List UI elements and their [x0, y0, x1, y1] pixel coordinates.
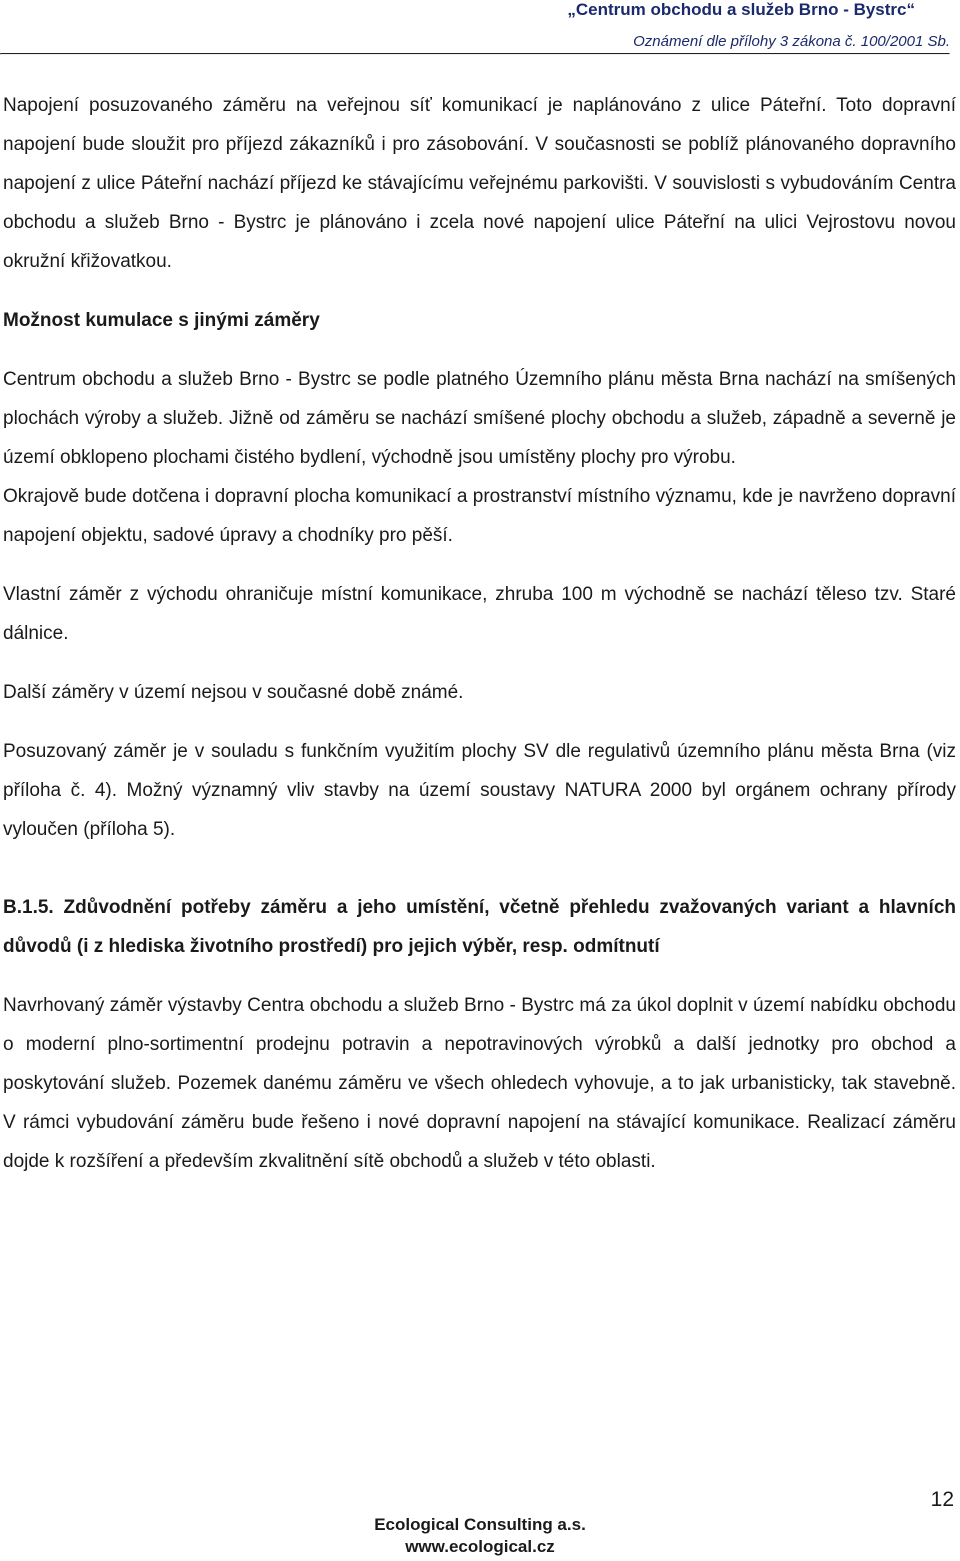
paragraph-traffic-connection: Napojení posuzovaného záměru na veřejnou síť komunikací je naplánováno z ulice Páteřní. Toto dopravní napojení bude sloužit pro příjezd zákazníků i pro zásobování. V současnosti se poblíž plánovaného dopravního napojení z ulice Páteřní nachází příjezd ke stávajícímu veřejnému parkovišti. V souvislosti s vybudováním Centra obchodu a služeb Brno - Bystrc je plánováno i zcela nové napojení ulice Páteřní na ulici Vejrostovu novou okružní křižovatkou. [3, 95, 956, 272]
header-divider [0, 53, 950, 55]
document-subtitle: Oznámení dle přílohy 3 zákona č. 100/2001 Sb. [633, 33, 950, 50]
spacer [3, 555, 956, 575]
spacer [3, 281, 956, 301]
spacer [3, 340, 956, 360]
paragraph-other-projects: Další záměry v území nejsou v současné době známé. [3, 682, 464, 703]
paragraph-justification: Navrhovaný záměr výstavby Centra obchodu a služeb Brno - Bystrc má za úkol doplnit v území nabídku obchodu o moderní plno-sortimentní prodejnu potravin a nepotravinových výrobků a další jednotky pro obchod a poskytování služeb. Pozemek danému záměru ve všech ohledech vyhovuje, a to jak urbanisticky, tak stavebně. V rámci vybudování záměru bude řešeno i nové dopravní napojení na stávající komunikace. Realizací záměru dojde k rozšíření a především zkvalitnění sítě obchodů a služeb v této oblasti. [3, 995, 956, 1172]
heading-section-b15: B.1.5. Zdůvodnění potřeby záměru a jeho umístění, včetně přehledu zvažovaných variant a hlavních důvodů (i z hlediska životního prostředí) pro jejich výběr, resp. odmítnutí [3, 897, 956, 957]
footer-company: Ecological Consulting a.s. [374, 1515, 586, 1534]
document-title: „Centrum obchodu a služeb Brno - Bystrc“ [567, 0, 915, 19]
spacer [3, 653, 956, 673]
document-body [3, 86, 956, 1181]
paragraph-compliance: Posuzovaný záměr je v souladu s funkčním využitím plochy SV dle regulativů územního plánu města Brna (viz příloha č. 4). Možný významný vliv stavby na území soustavy NATURA 2000 byl orgánem ochrany přírody vyloučen (příloha 5). [3, 741, 956, 840]
spacer [3, 712, 956, 732]
paragraph-boundary: Vlastní záměr z východu ohraničuje místní komunikace, zhruba 100 m východně se nachází těleso tzv. Staré dálnice. [3, 584, 956, 644]
page-footer [0, 1514, 960, 1558]
heading-cumulation: Možnost kumulace s jinými záměry [3, 310, 320, 331]
paragraph-traffic-area: Okrajově bude dotčena i dopravní plocha komunikací a prostranství místního významu, kde je navrženo dopravní napojení objektu, sadové úpravy a chodníky pro pěší. [3, 486, 956, 546]
spacer [3, 966, 956, 986]
paragraph-zoning: Centrum obchodu a služeb Brno - Bystrc se podle platného Územního plánu města Brna nachází na smíšených plochách výroby a služeb. Jižně od záměru se nachází smíšené plochy obchodu a služeb, západně a severně je území obklopeno plochami čistého bydlení, východně jsou umístěny plochy pro výrobu. [3, 369, 956, 468]
spacer [3, 849, 956, 888]
page-number: 12 [930, 1488, 954, 1511]
footer-website: www.ecological.cz [405, 1537, 555, 1556]
